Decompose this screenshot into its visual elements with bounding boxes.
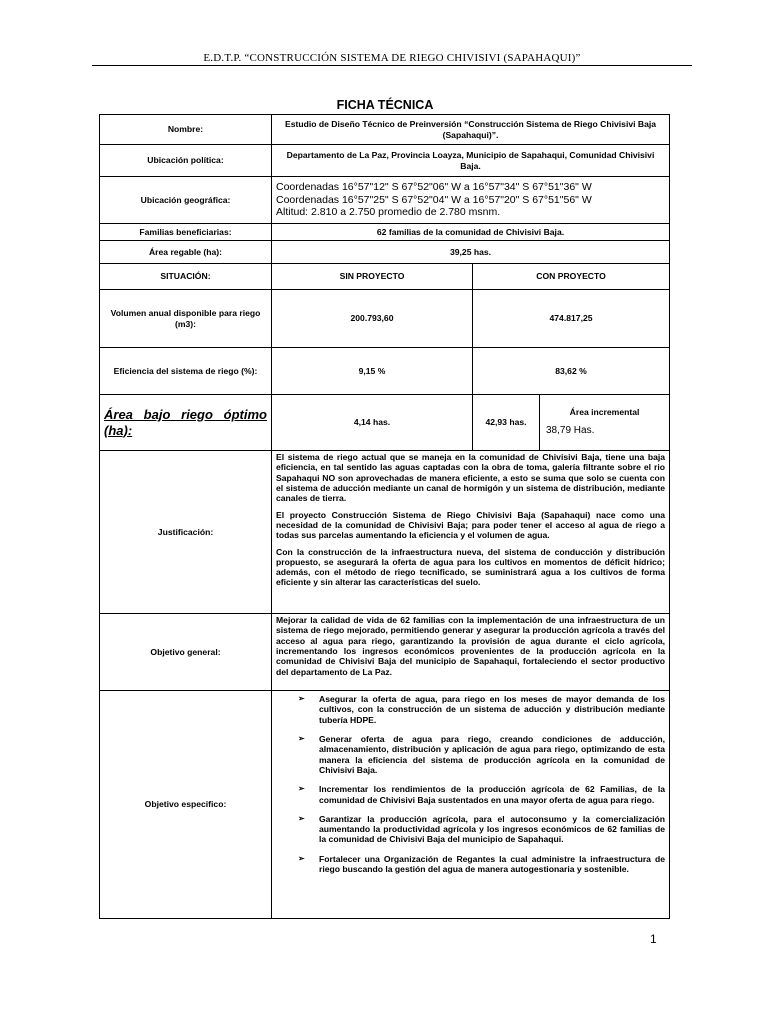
row-area-optimo <box>100 395 670 451</box>
document-title: FICHA TÉCNICA <box>336 98 434 112</box>
value-volumen-con: 474.817,25 <box>473 290 670 348</box>
list-item: ➢ Asegurar la oferta de agua, para riego en los meses de mayor demanda de los cultivos, con la construcción de un sistema de aducción y distribución mediante tubería HDPE. <box>298 694 666 725</box>
row-situacion <box>100 264 670 290</box>
ficha-tecnica-table <box>99 114 670 919</box>
label-area-regable: Área regable (ha): <box>100 241 272 264</box>
label-eficiencia: Eficiencia del sistema de riego (%): <box>100 348 272 395</box>
area-incremental-cell <box>540 395 670 451</box>
justificacion-paragraph: El proyecto Construcción Sistema de Riego Chivisivi Baja (Sapahaqui) nace como una necesidad de la comunidad de Chivisivi Baja; para poder tener el acceso al agua de riego a todas sus parcelas aumentando la eficiencia y el volumen de agua. <box>276 509 666 541</box>
area-incremental-value: 38,79 Has. <box>546 425 595 437</box>
arrow-bullet-icon: ➢ <box>298 813 305 823</box>
row-nombre <box>100 115 670 145</box>
value-ubicacion-geografica <box>272 177 670 224</box>
page-header: E.D.T.P. “CONSTRUCCIÓN SISTEMA DE RIEGO CHIVISIVI (SAPAHAQUI)” <box>203 52 581 64</box>
list-item: ➢ Fortalecer una Organización de Regantes la cual administre la infraestructura de riego buscando la gestión del agua de manera autogestionaria y sostenible. <box>298 853 666 875</box>
coords-line-1: Coordenadas 16°57"12" S 67°52"06" W a 16°57"34" S 67°51"36" W <box>276 181 592 194</box>
row-ubicacion-politica <box>100 145 670 177</box>
header-con-proyecto: CON PROYECTO <box>473 264 670 290</box>
area-incremental-label: Área incremental <box>569 406 640 417</box>
value-area-optimo-con: 42,93 has. <box>473 395 540 451</box>
value-area-regable: 39,25 has. <box>272 241 670 264</box>
row-area-regable <box>100 241 670 264</box>
arrow-bullet-icon: ➢ <box>298 733 305 743</box>
value-objetivo-especifico <box>272 691 670 919</box>
list-item: ➢ Generar oferta de agua para riego, creando condiciones de adducción, almacenamiento, distribución y aplicación de agua para riego, optimizando de esta manera la eficiencia del sistema de producción agrícola en la comunidad de Chivisivi Baja. <box>298 733 666 775</box>
label-nombre: Nombre: <box>100 115 272 145</box>
row-ubicacion-geografica <box>100 177 670 224</box>
objetivos-list <box>276 694 665 874</box>
label-ubicacion-politica: Ubicación política: <box>100 145 272 177</box>
list-item: ➢ Garantizar la producción agrícola, para el autoconsumo y la comercialización aumentando la productividad agrícola y los ingresos económicos de 62 familias de la comunidad de Chivisivi Baja del municipio de Sapahaqui. <box>298 813 666 845</box>
row-justificacion <box>100 451 670 614</box>
row-volumen <box>100 290 670 348</box>
header-rule <box>92 65 692 66</box>
arrow-bullet-icon: ➢ <box>298 694 305 703</box>
label-objetivo-especifico: Objetivo especifico: <box>100 691 272 919</box>
coords-line-2: Coordenadas 16°57"25" S 67°52"04" W a 16°57"20" S 67°51"56" W <box>276 193 592 206</box>
value-nombre: Estudio de Diseño Técnico de Preinversión “Construcción Sistema de Riego Chivisivi Baja (Sapahaqui)”. <box>272 115 670 145</box>
label-ubicacion-geografica: Ubicación geográfica: <box>100 177 272 224</box>
label-volumen: Volumen anual disponible para riego (m3): <box>100 290 272 348</box>
arrow-bullet-icon: ➢ <box>298 784 305 794</box>
justificacion-paragraph: El sistema de riego actual que se maneja en la comunidad de Chivisivi Baja, tiene una baja eficiencia, en tal sentido las aguas captadas con la obra de toma, galería filtrante sobre el rio Sapahaqui NO son aprovechadas de manera eficiente, a esto se suma que solo se cuenta con el sistema de aducción mediante un canal de hormigón y un sistema de distribución, mediante canales de tierra. <box>276 452 666 504</box>
row-objetivo-especifico <box>100 691 670 919</box>
row-familias <box>100 224 670 241</box>
value-ubicacion-politica: Departamento de La Paz, Provincia Loayza, Municipio de Sapahaqui, Comunidad Chivisivi Baja. <box>272 145 670 177</box>
justificacion-paragraph: Con la construcción de la infraestructura nueva, del sistema de conducción y distribución propuesto, se asegurará la oferta de agua para los cultivos en momentos de déficit hídrico; además, con el método de riego tecnificado, se suministrará agua a los cultivos de forma eficiente y sin alterar las características del suelo. <box>276 546 666 588</box>
label-justificacion: Justificación: <box>100 451 272 614</box>
arrow-bullet-icon: ➢ <box>298 853 305 863</box>
value-objetivo-general: Mejorar la calidad de vida de 62 familias con la implementación de una infraestructura de un sistema de riego mejorado, permitiendo generar y asegurar la producción agrícola a través del acceso al agua para riego, garantizando la provisión de agua durante el ciclo agrícola, incrementando los ingresos económicos provenientes de la producción agrícola en la comunidad de Chivisivi Baja del municipio de Sapahaqui, fortaleciendo el sector productivo del departamento de La Paz. <box>272 614 670 691</box>
value-area-optimo-sin: 4,14 has. <box>272 395 473 451</box>
value-justificacion <box>272 451 670 614</box>
label-area-optimo: Área bajo riego óptimo (ha): <box>100 395 272 451</box>
altitude-line: Altitud: 2.810 a 2.750 promedio de 2.780 msnm. <box>276 206 501 219</box>
value-eficiencia-sin: 9,15 % <box>272 348 473 395</box>
list-item: ➢ Incrementar los rendimientos de la producción agrícola de 62 Familias, de la comunidad de Chivisivi Baja sustentados en una mayor oferta de agua para riego. <box>298 784 666 805</box>
value-eficiencia-con: 83,62 % <box>473 348 670 395</box>
label-objetivo-general: Objetivo general: <box>100 614 272 691</box>
label-situacion: SITUACIÓN: <box>100 264 272 290</box>
row-eficiencia <box>100 348 670 395</box>
value-volumen-sin: 200.793,60 <box>272 290 473 348</box>
value-familias: 62 familias de la comunidad de Chivisivi Baja. <box>272 224 670 241</box>
label-familias: Familias beneficiarias: <box>100 224 272 241</box>
page-number: 1 <box>650 932 657 946</box>
row-objetivo-general <box>100 614 670 691</box>
header-sin-proyecto: SIN PROYECTO <box>272 264 473 290</box>
